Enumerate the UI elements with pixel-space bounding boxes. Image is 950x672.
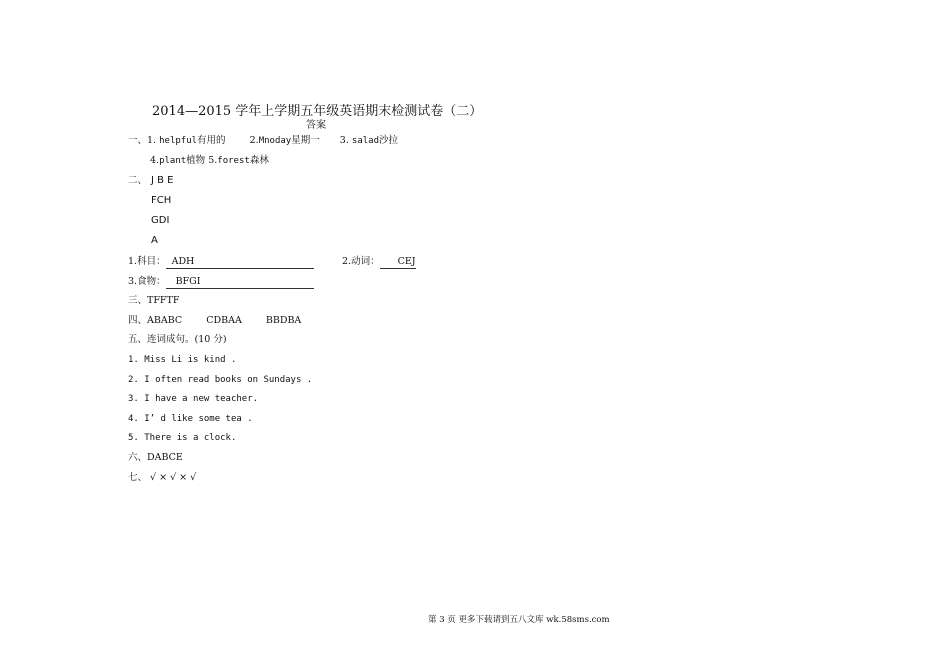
s1-word-2: Mnoday: [258, 136, 292, 146]
s1-chinese-1: 有用的: [197, 135, 226, 146]
section-4: [128, 315, 301, 327]
s4-group-1: ABABC: [147, 315, 183, 326]
s1-word-1: helpful: [159, 136, 198, 146]
s1-prefix: 一、1.: [128, 135, 157, 146]
s5-item-4: 4. I’ d like some tea .: [128, 414, 253, 424]
classify-food: [128, 276, 314, 289]
section-3: 三、TFFTF: [128, 295, 180, 306]
section-2-prefix: 二、: [128, 175, 148, 186]
section-2-row-2: FCH: [151, 195, 172, 206]
food-value: BFGI: [175, 276, 201, 287]
s5-item-3: 3. I have a new teacher.: [128, 394, 259, 404]
page-title: 2014—2015 学年上学期五年级英语期末检测试卷（二）: [152, 104, 483, 119]
s1-word-4: plant: [159, 156, 187, 166]
s1-chinese-2: 星期一: [291, 135, 320, 146]
s5-item-1: 1. Miss Li is kind .: [128, 355, 237, 365]
s5-item-5: 5. There is a clock.: [128, 433, 237, 443]
verb-value: CEJ: [397, 256, 416, 267]
food-label: 3.食物：: [128, 276, 166, 287]
verb-label: 2.动词：: [342, 256, 380, 267]
classify-verb: [342, 256, 416, 269]
section-2-row-1: J B E: [151, 175, 174, 186]
section-1-line-2: [150, 155, 269, 167]
s4-group-2: CDBAA: [206, 315, 242, 326]
s1-num-4: 4.: [150, 155, 160, 166]
section-2-row-3: GDI: [151, 215, 170, 226]
s1-num-2: 2.: [249, 135, 259, 146]
s1-num-5: 5.: [208, 155, 218, 166]
answer-subtitle: 答案: [306, 120, 326, 131]
food-answer-line: [166, 276, 314, 289]
section-1-line-1: [128, 135, 398, 147]
section-6: 六、DABCE: [128, 452, 183, 463]
s4-prefix: 四、: [128, 315, 148, 326]
s1-chinese-5: 森林: [249, 155, 269, 166]
page-footer: 第 3 页 更多下载请到五八文库 wk.58sms.com: [428, 615, 610, 625]
section-5-heading: 五、连词成句。(10 分): [128, 334, 227, 345]
s1-word-3: salad: [351, 136, 379, 146]
verb-answer-line: [380, 256, 416, 269]
section-2-row-4: A: [151, 235, 158, 246]
s4-group-3: BBDBA: [265, 315, 302, 326]
subject-answer-line: [166, 256, 314, 269]
s1-num-3: 3.: [339, 135, 349, 146]
classify-subject: [128, 256, 314, 269]
s5-item-2: 2. I often read books on Sundays .: [128, 375, 313, 385]
subject-value: ADH: [171, 256, 195, 267]
s1-chinese-3: 沙拉: [379, 135, 399, 146]
subject-label: 1.科目：: [128, 256, 166, 267]
section-7: 七、 √ × √ × √: [128, 472, 197, 483]
s1-chinese-4: 植物: [186, 155, 206, 166]
s1-word-5: forest: [217, 156, 250, 166]
